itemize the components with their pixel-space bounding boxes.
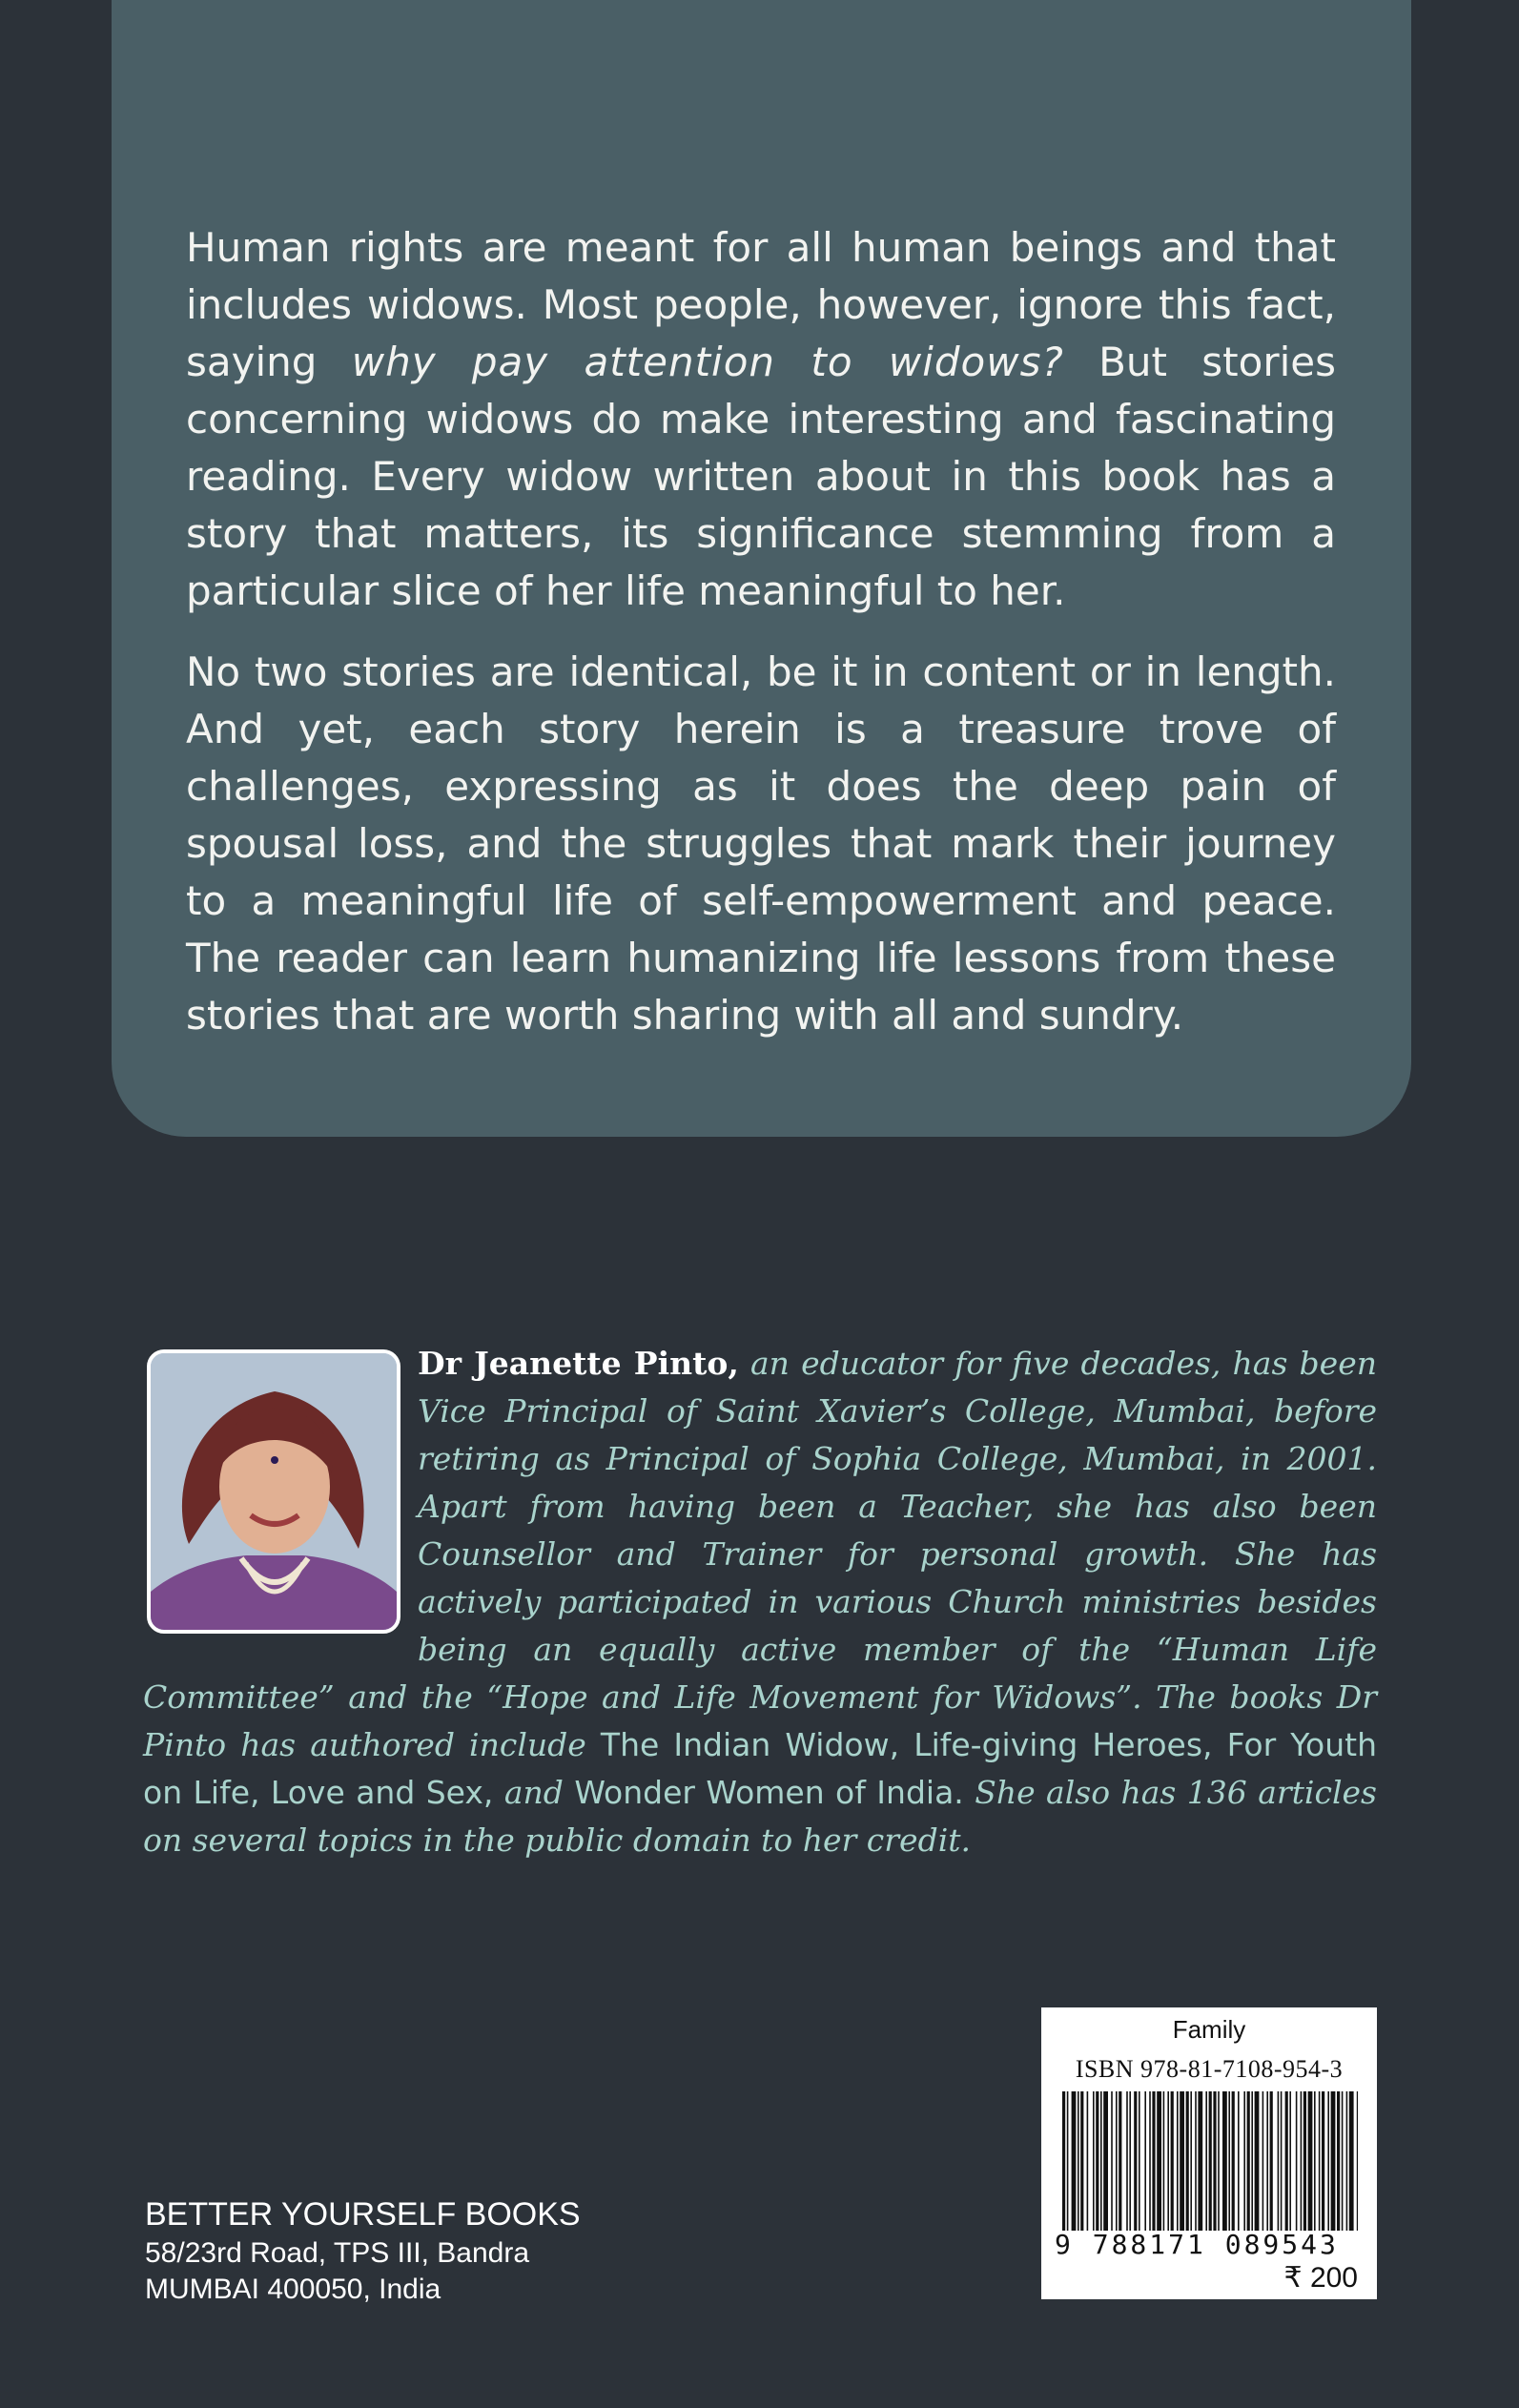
barcode-bar: [1186, 2091, 1189, 2231]
barcode-bar: [1134, 2091, 1137, 2231]
book-title-1: The Indian Widow,: [600, 1726, 900, 1763]
barcode-bar: [1228, 2091, 1230, 2231]
barcode-bar: [1327, 2091, 1329, 2231]
barcode-bar: [1342, 2091, 1344, 2231]
barcode-bar: [1222, 2091, 1227, 2231]
barcode-bar: [1126, 2091, 1128, 2231]
barcode-bar: [1139, 2091, 1140, 2231]
blurb-p1-emphasis: why pay attention to widows?: [351, 339, 1064, 385]
barcode-bar: [1285, 2091, 1288, 2231]
barcode-bar: [1262, 2091, 1264, 2231]
barcode-bar: [1281, 2091, 1283, 2231]
barcode-bar: [1232, 2091, 1235, 2231]
barcode-bar: [1167, 2091, 1169, 2231]
barcode-isbn: ISBN 978-81-7108-954-3: [1075, 2055, 1344, 2083]
barcode-bar: [1119, 2091, 1121, 2231]
barcode-bar: [1308, 2091, 1313, 2231]
barcode-box: [1041, 2007, 1377, 2299]
author-bio-and: and: [493, 1774, 575, 1811]
price-label: ₹ 200: [1283, 2262, 1358, 2294]
blurb-panel: [112, 0, 1411, 1137]
barcode-bar: [1303, 2091, 1306, 2231]
barcode-bar: [1357, 2091, 1358, 2231]
barcode-bar: [1270, 2091, 1273, 2231]
barcode-bar: [1080, 2091, 1083, 2231]
publisher-address-line-1: 58/23rd Road, TPS III, Bandra: [145, 2237, 530, 2269]
barcode-bar: [1247, 2091, 1250, 2231]
blurb-p1-text-end: But stories concerning widows do make interesting and fascinating reading. Every widow written about in this book has a story that matters, its significance stemming from a particular slice of her life meaningful to her.: [186, 339, 1336, 614]
barcode-bar: [1195, 2091, 1197, 2231]
barcode-bar: [1171, 2091, 1174, 2231]
author-section: [143, 1340, 1377, 1864]
barcode-bar: [1062, 2091, 1065, 2231]
barcode-bar: [1198, 2091, 1202, 2231]
barcode-bar: [1180, 2091, 1184, 2231]
barcode-bar: [1177, 2091, 1179, 2231]
barcode-bar: [1157, 2091, 1161, 2231]
author-photo: [147, 1349, 400, 1634]
barcode-bar: [1100, 2091, 1102, 2231]
barcode-bar: [1337, 2091, 1340, 2231]
barcode-bar: [1243, 2091, 1245, 2231]
barcode-bar: [1238, 2091, 1240, 2231]
barcode-bar: [1111, 2091, 1113, 2231]
barcode-bar: [1067, 2091, 1069, 2231]
barcode-bar: [1322, 2091, 1324, 2231]
barcode-bar: [1072, 2091, 1077, 2231]
barcode-bar: [1078, 2091, 1079, 2231]
barcode-bar: [1116, 2091, 1118, 2231]
barcode-bar: [1205, 2091, 1207, 2231]
author-name: Dr Jeanette Pinto,: [418, 1345, 739, 1382]
publisher-address-line-2: MUMBAI 400050, India: [145, 2274, 441, 2305]
barcode-bar: [1349, 2091, 1354, 2231]
barcode-bar: [1190, 2091, 1192, 2231]
barcode-bar: [1331, 2091, 1336, 2231]
barcode-bar: [1289, 2091, 1291, 2231]
author-portrait: [151, 1353, 397, 1630]
barcode-bar: [1278, 2091, 1280, 2231]
barcode-bar: [1093, 2091, 1095, 2231]
blurb-paragraph-2: No two stories are identical, be it in content or in length. And yet, each story herein is a treasure trove of challenges, expressing as it does the deep pain of spousal loss, and the struggles that mark their journey to a meaningful life of self-empowerment and peace. The reader can learn humanizing life lessons from these stories that are worth sharing with all and sundry.: [186, 648, 1336, 1039]
barcode-bar: [1296, 2091, 1298, 2231]
barcode-bar: [1314, 2091, 1316, 2231]
barcode-digits: 9 788171 089543: [1055, 2229, 1339, 2260]
barcode-bar: [1266, 2091, 1268, 2231]
blurb-text: [186, 219, 1336, 1068]
barcode-bar: [1103, 2091, 1108, 2231]
barcode-bars: [1062, 2091, 1358, 2231]
author-bio-1: an educator for five decades, has been Vice Principal of Saint Xavier’s College, Mumbai, before retiring as Principal of Sophia College, Mumbai, in 2001. Apart from having been a Teacher, she has also been Counsellor and Trainer for personal growth. She has actively participated in various Church ministries besides being an equally active member of the “Human Life Committee” and the “Hope and Life Movement for Widows”. The books Dr Pinto has authored include: [143, 1345, 1377, 1763]
barcode-bar: [1213, 2091, 1216, 2231]
book-title-2: Life-giving Heroes,: [899, 1726, 1213, 1763]
publisher-name: BETTER YOURSELF BOOKS: [145, 2196, 581, 2233]
barcode-bar: [1163, 2091, 1165, 2231]
barcode-bar: [1319, 2091, 1321, 2231]
book-title-4: Wonder Women of India.: [574, 1774, 964, 1811]
book-title-3: For Youth on Life, Love and Sex,: [143, 1726, 1378, 1811]
blurb-paragraph-1: [186, 219, 1336, 620]
barcode-category: Family: [1172, 2015, 1246, 2044]
barcode-bar: [1129, 2091, 1131, 2231]
barcode-bar: [1251, 2091, 1253, 2231]
barcode-bar: [1346, 2091, 1348, 2231]
barcode-bar: [1149, 2091, 1151, 2231]
barcode-bar: [1255, 2091, 1260, 2231]
barcode-bar: [1096, 2091, 1098, 2231]
publisher-info: [145, 2193, 581, 2308]
author-bio-2: She also has 136 articles on several topics in the public domain to her credit.: [143, 1774, 1377, 1859]
blurb-p1-text: Human rights are meant for all human beings and that includes widows. Most people, however, ignore this fact, saying: [186, 224, 1336, 385]
barcode-bar: [1218, 2091, 1220, 2231]
barcode-bar: [1209, 2091, 1212, 2231]
barcode-bar: [1087, 2091, 1089, 2231]
barcode-bar: [1152, 2091, 1155, 2231]
barcode-bar: [1301, 2091, 1303, 2231]
barcode-bar: [1144, 2091, 1146, 2231]
